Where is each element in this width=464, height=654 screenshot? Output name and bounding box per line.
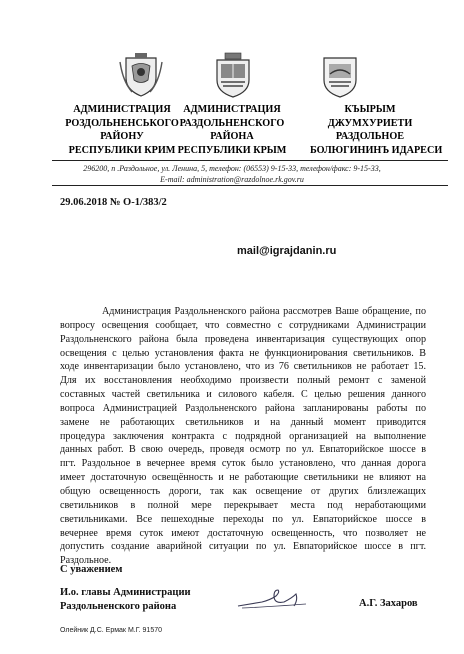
address-line: 296200, п .Раздольное, ул. Ленина, 5, телефон: (06553) 9-15-33, телефон/факс: 9-15-33, (83, 164, 381, 173)
header-left-line: РОЗДОЛЬНЕНСЬКОГО (65, 117, 179, 129)
closing-text: С уважением (60, 564, 123, 575)
body-line: Для их восстановления необходимо произвести полный ремонт с заменой (60, 375, 426, 387)
recipient-email: mail@igrajdanin.ru (237, 245, 337, 257)
header-center-line: РАЗДОЛЬНЕНСКОГО (179, 117, 285, 129)
reference-number: 29.06.2018 № О-1/383/2 (60, 197, 167, 208)
letter-body (60, 305, 426, 568)
header-right-line: БОЛЮГИНИНЪ ИДАРЕСИ (310, 144, 443, 156)
position-line: И.о. главы Администрации (60, 587, 191, 598)
header-right-line: ДЖУМХУРИЕТИ (327, 117, 413, 129)
header-center-line: РЕСПУБЛИКИ КРЫМ (177, 144, 287, 156)
body-line: допустить создание аварийной ситуации по ул. Евпаторийское шоссе в пгт. (60, 541, 426, 553)
body-line: составных частей светильника и силового кабеля. С целью решения данного (60, 389, 426, 401)
body-line: общую освещенность дороги, так как освещение от других близлежащих (60, 485, 426, 497)
header-left-line: РЕСПУБЛИКИ КРИМ (68, 144, 176, 156)
body-line: пгт. Раздольное в вечернее время суток было установлено, что данная дорога (60, 458, 426, 470)
header-center-line: АДМИНИСТРАЦИЯ (183, 104, 281, 115)
body-line: Раздольное. (60, 555, 112, 567)
header-center-line: РАЙОНА (210, 131, 254, 142)
body-line: вопросу освещения сообщает, что совместно с сотрудниками Администрации (60, 319, 426, 331)
header-left-line: РАЙОНУ (100, 131, 144, 142)
razdolnoe-coat-of-arms-icon (212, 52, 254, 98)
body-line: светильников в полной мере перекрывает места под неработающими (60, 499, 426, 511)
executor-info: Олейник Д.С. Ермак М.Г. 91570 (60, 627, 163, 634)
body-line: вечернее время суток имеют достаточную освещенность, что позволяет не (60, 527, 426, 539)
body-line: Администрация Раздольненского района рассмотрев Ваше обращение, по (102, 306, 426, 317)
body-line: имеет достаточную освещённость и не работающие светильники не влияют на (60, 472, 426, 484)
header-divider (52, 160, 448, 161)
body-line: ходе инвентаризации было установлено, что из 76 светильников не работает 15. (60, 361, 426, 373)
body-line: освещения с целью установления факта не функционирования светильников. В (60, 347, 426, 359)
body-line: замене не работающих светильников и на данный момент приводится (60, 416, 426, 428)
header-divider (52, 185, 448, 186)
position-line: Раздольненского района (60, 601, 177, 612)
crimea-coat-of-arms-icon (118, 52, 164, 98)
handwritten-signature (236, 584, 314, 619)
signer-name: А.Г. Захаров (359, 598, 418, 609)
body-line: процедура заключения контракта с подрядной организацией на выполнение (60, 430, 426, 442)
body-line: данных работ. В свою очередь, проведя осмотр по ул. Евпаторийское шоссе в (60, 444, 426, 456)
body-line: Раздольненского района была проведена инвентаризация существующих опор (60, 333, 426, 345)
header-right-line: КЪЫРЫМ (344, 104, 396, 115)
address-block (0, 163, 464, 185)
header-right-line: РАЗДОЛЬНОЕ (335, 131, 405, 142)
header-left (62, 103, 182, 157)
body-line: вопроса Администрацией Раздольненского района запланированы работы по (60, 402, 426, 414)
header-right (310, 103, 443, 157)
header-center (172, 103, 292, 157)
municipal-emblem-icon (318, 54, 362, 98)
signatory-position (60, 586, 191, 614)
email-line: E-mail: administration@razdolnoe.rk.gov.ru (160, 175, 304, 184)
header-left-line: АДМИНИСТРАЦИЯ (73, 104, 171, 115)
body-line: светильниками. Все пешеходные переходы по ул. Евпаторийское шоссе в (60, 513, 426, 525)
